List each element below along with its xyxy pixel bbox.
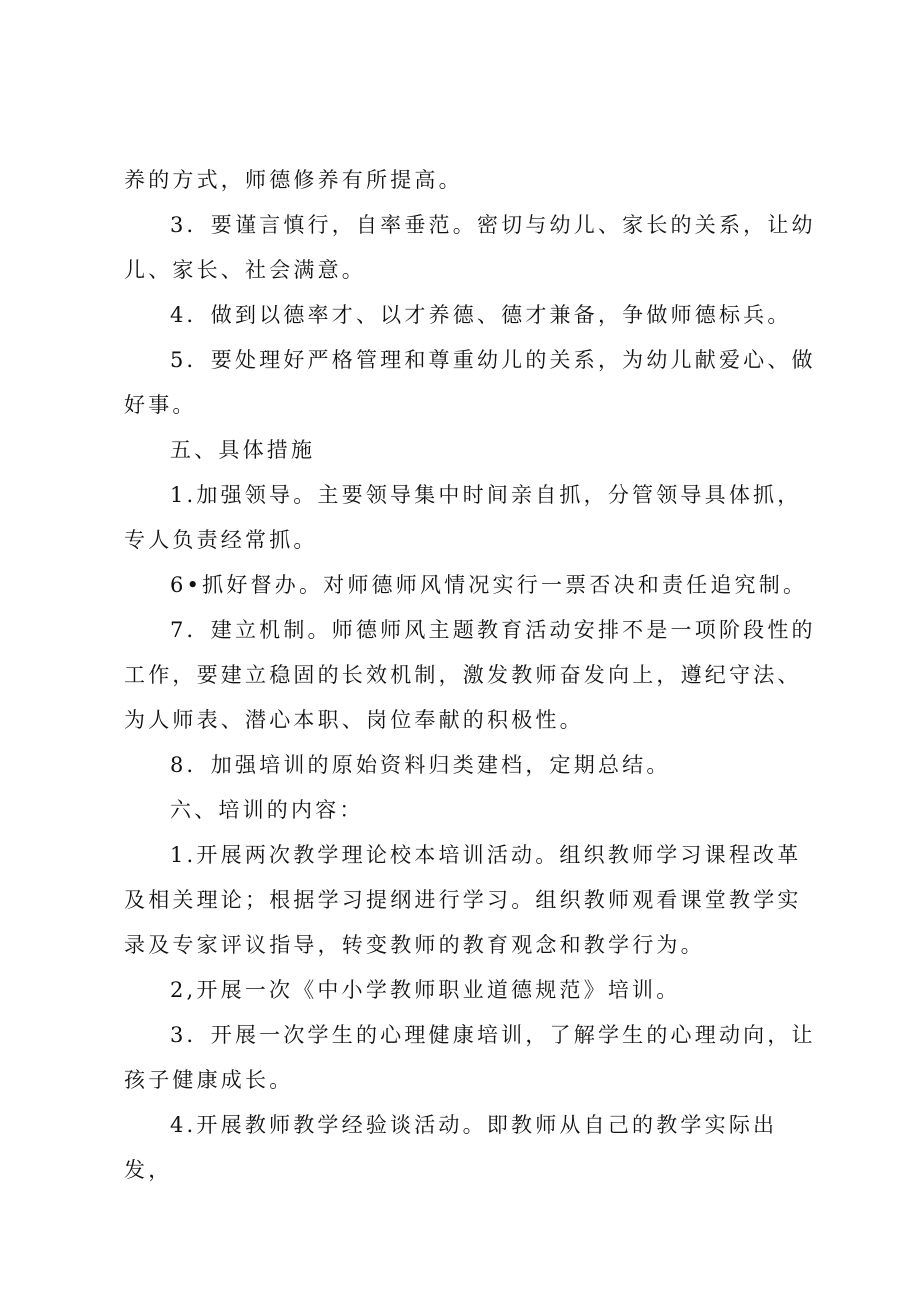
paragraph-measure-8: 8．加强培训的原始资料归类建档，定期总结。: [170, 753, 671, 777]
paragraph-item-3: 3．要谨言慎行，自率垂范。密切与幼儿、家长的关系，让幼儿、家长、社会满意。: [124, 213, 816, 282]
paragraph-measure-1: 1.加强领导。主要领导集中时间亲自抓，分管领导具体抓，专人负责经常抓。: [124, 483, 802, 552]
paragraph-measure-7: 7．建立机制。师德师风主题教育活动安排不是一项阶段性的工作，要建立稳固的长效机制，激发教师奋发向上，遵纪守法、为人师表、潜心本职、岗位奉献的积极性。: [124, 618, 816, 732]
paragraph-continuation: 养的方式，师德修养有所提高。: [124, 168, 463, 192]
paragraph-item-4: 4．做到以德率才、以才养德、德才兼备，争做师德标兵。: [170, 303, 792, 327]
section-heading-training: 六、培训的内容：: [170, 798, 364, 822]
paragraph-training-4: 4.开展教师教学经验谈活动。即教师从自己的教学实际出发，: [124, 1113, 778, 1182]
section-heading-measures: 五、具体措施: [170, 438, 316, 462]
paragraph-item-5: 5．要处理好严格管理和尊重幼儿的关系，为幼儿献爱心、做好事。: [124, 348, 816, 417]
paragraph-training-2: 2,开展一次《中小学教师职业道德规范》培训。: [170, 978, 681, 1002]
paragraph-training-3: 3．开展一次学生的心理健康培训，了解学生的心理动向，让孩子健康成长。: [124, 1023, 816, 1092]
paragraph-measure-6: 6•抓好督办。对师德师风情况实行一票否决和责任追究制。: [170, 573, 808, 597]
paragraph-training-1: 1.开展两次教学理论校本培训活动。组织教师学习课程改革及相关理论；根据学习提纲进行学习。组织教师观看课堂教学实录及专家评议指导，转变教师的教育观念和教学行为。: [124, 843, 802, 957]
document-body: [124, 158, 824, 1193]
